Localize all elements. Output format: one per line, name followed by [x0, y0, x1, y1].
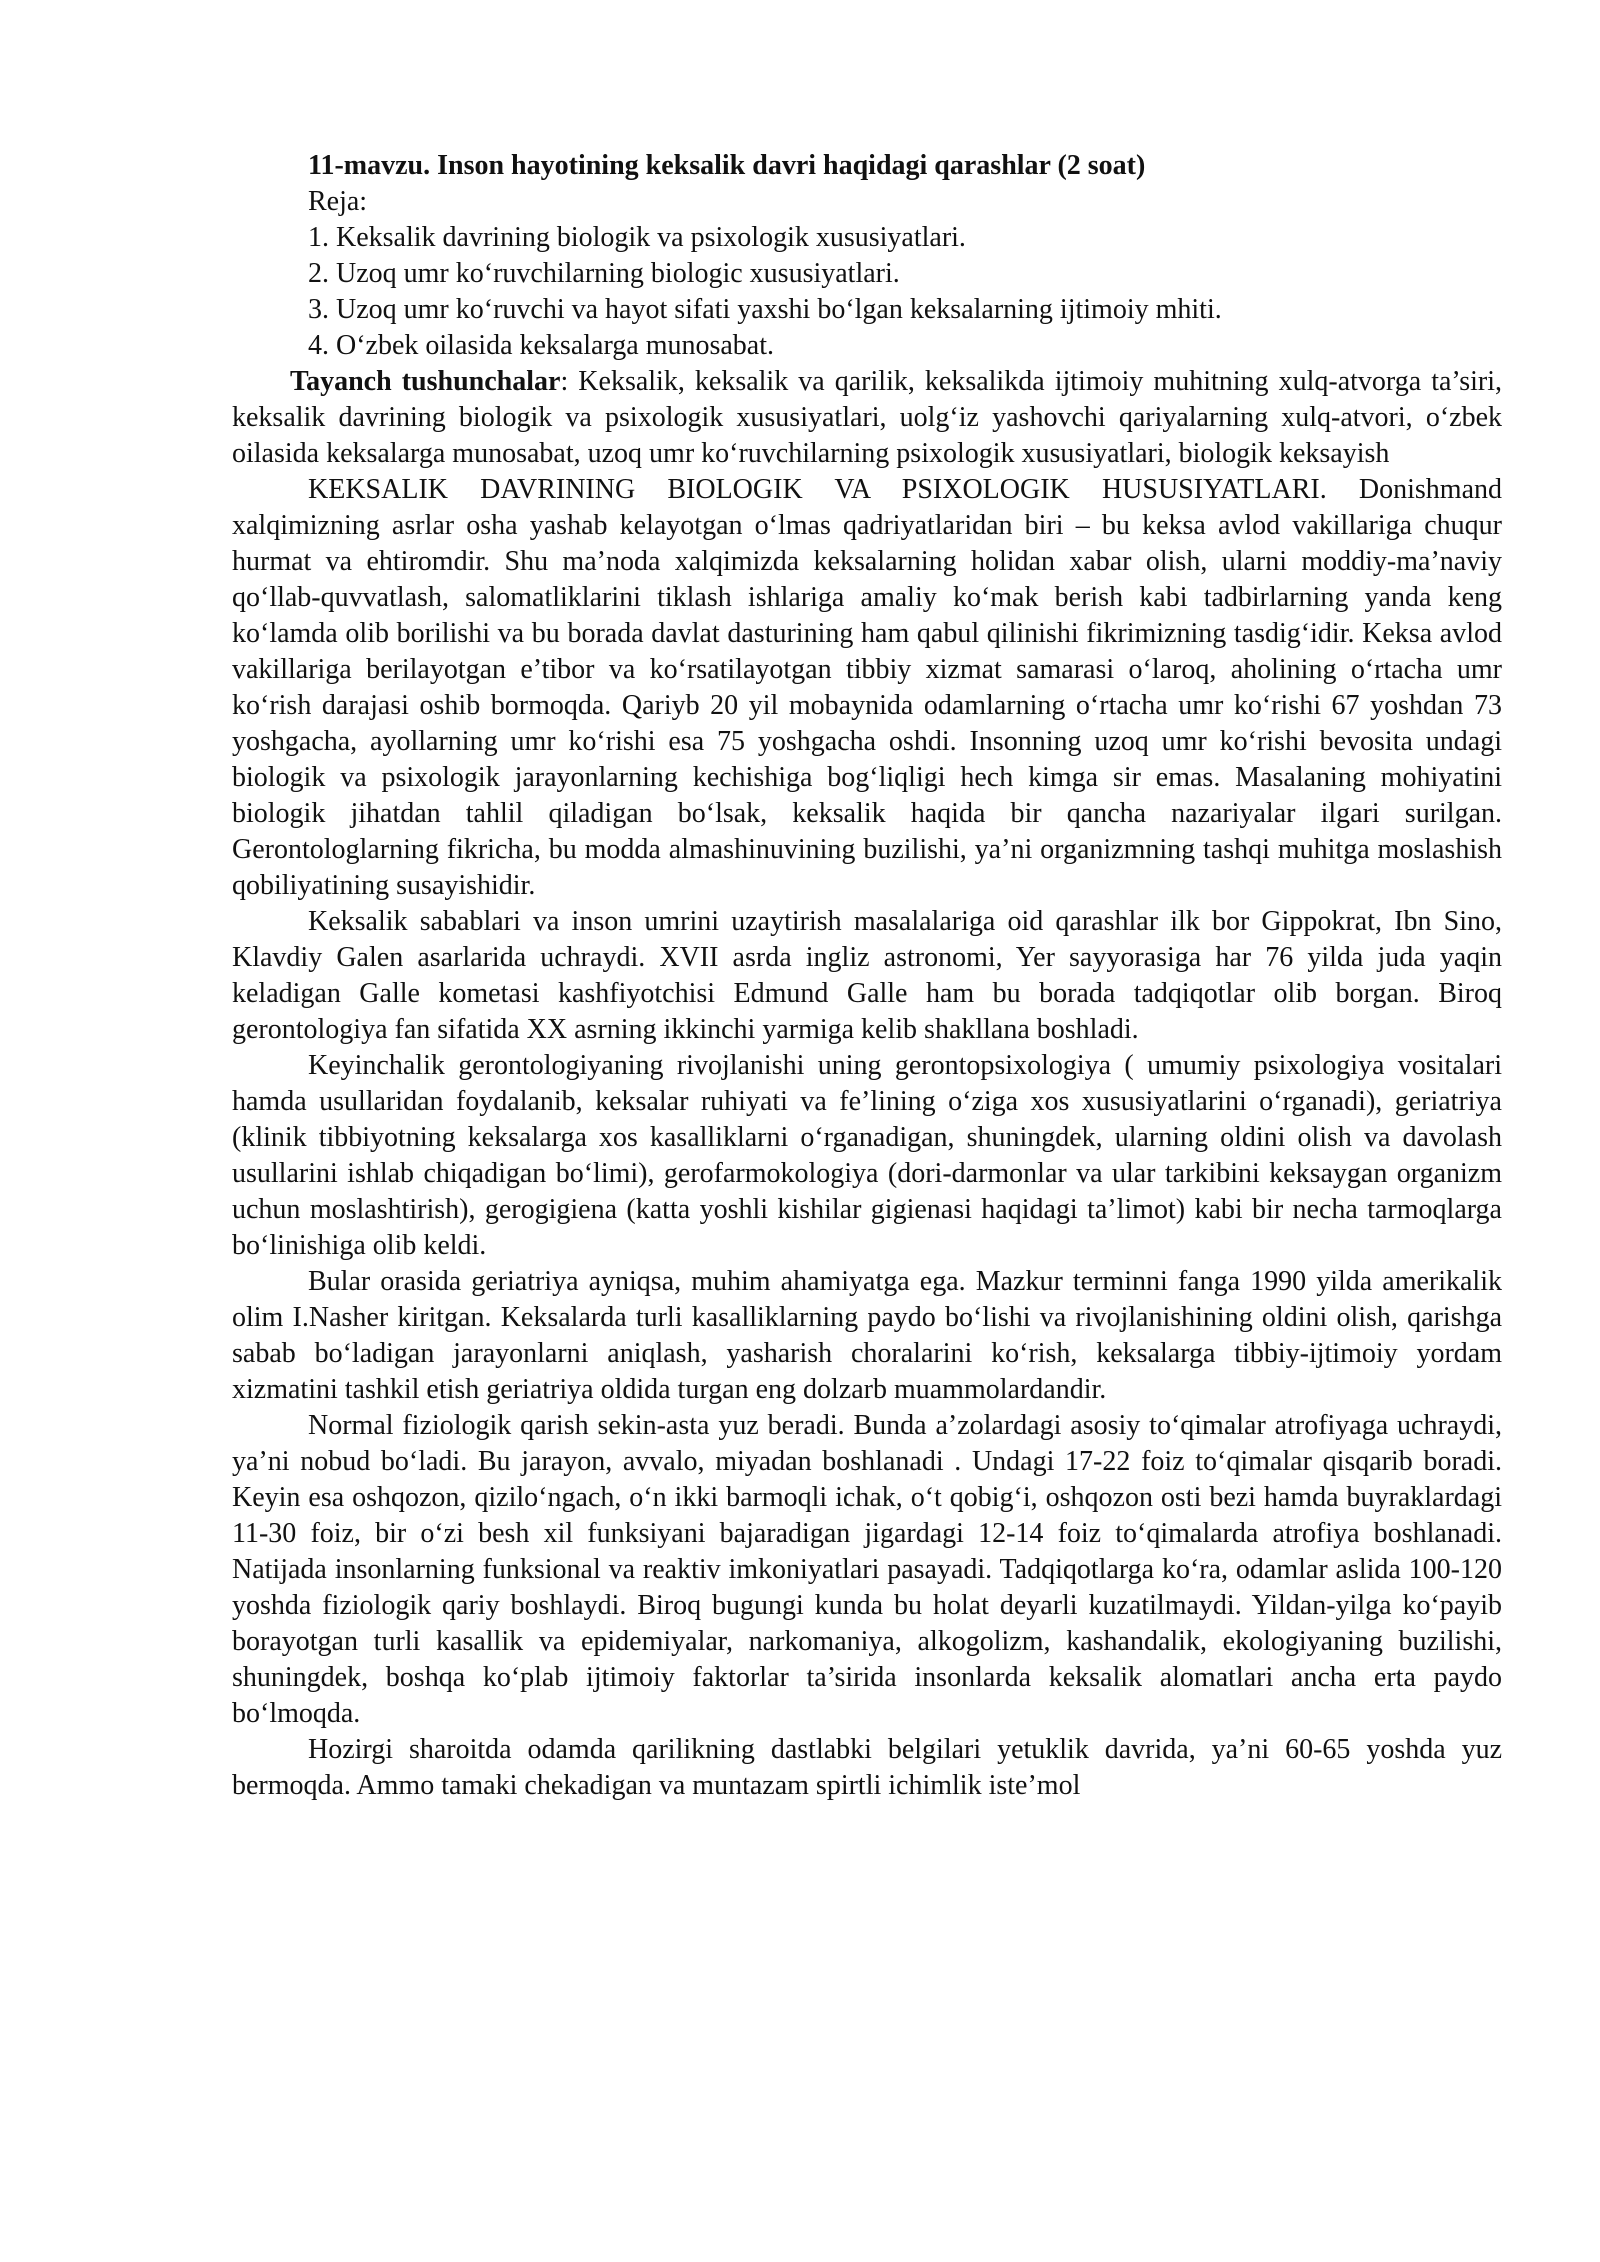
plan-item: 1. Keksalik davrining biologik va psixologik xususiyatlari. [308, 222, 966, 253]
plan-item: 3. Uzoq umr ko‘ruvchi va hayot sifati yaxshi bo‘lgan keksalarning ijtimoiy mhiti. [308, 294, 1222, 325]
key-terms-text: : Keksalik, keksalik va qarilik, keksalikda ijtimoiy muhitning xulq-atvorga ta’siri, keksalik davrining biologik va psixologik xususiyatlari, uolg‘iz yashovchi qariyalarning xulq-atvori, o‘zbek oilasida keksalarga munosabat, uzoq umr ko‘ruvchilarning psixologik xususiyatlari, biologik keksayish [232, 366, 1502, 469]
body-paragraph: KEKSALIK DAVRINING BIOLOGIK VA PSIXOLOGIK HUSUSIYATLARI. Donishmand xalqimizning asrlar osha yashab kelayotgan o‘lmas qadriyatlaridan biri – bu keksa avlod vakillariga chuqur hurmat va ehtiromdir. Shu ma’noda xalqimizda keksalarning holidan xabar olish, ularni moddiy-ma’naviy qo‘llab-quvvatlash, salomatliklarini tiklash ishlariga amaliy ko‘mak berish kabi tadbirlarning yanda keng ko‘lamda olib borilishi va bu borada davlat dasturining ham qabul qilinishi fikrimizning tasdig‘idir. Keksa avlod vakillariga berilayotgan e’tibor va ko‘rsatilayotgan tibbiy xizmat samarasi o‘laroq, aholining o‘rtacha umr ko‘rish darajasi oshib bormoqda. Qariyb 20 yil mobaynida odamlarning o‘rtacha umr ko‘rishi 67 yoshdan 73 yoshgacha, ayollarning umr ko‘rishi esa 75 yoshgacha oshdi. Insonning uzoq umr ko‘rishi bevosita undagi biologik va psixologik jarayonlarning kechishiga bog‘liqligi hech kimga sir emas. Masalaning mohiyatini biologik jihatdan tahlil qiladigan bo‘lsak, keksalik haqida bir qancha nazariyalar ilgari surilgan. Gerontologlarning fikricha, bu modda almashinuvining buzilishi, ya’ni organizmning tashqi muhitga moslashish qobiliyatining susayishidir. [232, 474, 1502, 901]
body-paragraph: Bular orasida geriatriya ayniqsa, muhim ahamiyatga ega. Mazkur terminni fanga 1990 yilda amerikalik olim I.Nasher kiritgan. Keksalarda turli kasalliklarning paydo bo‘lishi va rivojlanishining oldini olish, qarishga sabab bo‘ladigan jarayonlarni aniqlash, yasharish choralarini ko‘rish, keksalarga tibbiy-ijtimoiy yordam xizmatini tashkil etish geriatriya oldida turgan eng dolzarb muammolardandir. [232, 1266, 1502, 1405]
plan-item: 2. Uzoq umr ko‘ruvchilarning biologic xususiyatlari. [308, 258, 900, 289]
body-paragraph: Keyinchalik gerontologiyaning rivojlanishi uning gerontopsixologiya ( umumiy psixologiya vositalari hamda usullaridan foydalanib, keksalar ruhiyati va fe’lining o‘ziga xos xususiyatlarini o‘rganadi), geriatriya (klinik tibbiyotning keksalarga xos kasalliklarni o‘rganadigan, shuningdek, ularning oldini olish va davolash usullarini ishlab chiqadigan bo‘limi), gerofarmokologiya (dori-darmonlar va ular tarkibini keksaygan organizm uchun moslashtirish), gerogigiena (katta yoshli kishilar gigienasi haqidagi ta’limot) kabi bir necha tarmoqlarga bo‘linishiga olib keldi. [232, 1050, 1502, 1261]
key-terms-label: Tayanch tushunchalar [290, 366, 561, 397]
key-terms-paragraph [232, 364, 1502, 472]
body-paragraph: Normal fiziologik qarish sekin-asta yuz beradi. Bunda a’zolardagi asosiy to‘qimalar atrofiyaga uchraydi, ya’ni nobud bo‘ladi. Bu jarayon, avvalo, miyadan boshlanadi . Undagi 17-22 foiz to‘qimalar qisqarib boradi. Keyin esa oshqozon, qizilo‘ngach, o‘n ikki barmoqli ichak, o‘t qobig‘i, oshqozon osti bezi hamda buyraklardagi 11-30 foiz, bir o‘zi besh xil funksiyani bajaradigan jigardagi 12-14 foiz to‘qimalarda atrofiya boshlanadi. Natijada insonlarning funksional va reaktiv imkoniyatlari pasayadi. Tadqiqotlarga ko‘ra, odamlar aslida 100-120 yoshda fiziologik qariy boshlaydi. Biroq bugungi kunda bu holat deyarli kuzatilmaydi. Yildan-yilga ko‘payib borayotgan turli kasallik va epidemiyalar, narkomaniya, alkogolizm, kashandalik, ekologiyaning buzilishi, shuningdek, boshqa ko‘plab ijtimoiy faktorlar ta’sirida insonlarda keksalik alomatlari ancha erta paydo bo‘lmoqda. [232, 1410, 1502, 1729]
body-paragraph: Hozirgi sharoitda odamda qarilikning dastlabki belgilari yetuklik davrida, ya’ni 60-65 yoshda yuz bermoqda. Ammo tamaki chekadigan va muntazam spirtli ichimlik iste’mol [232, 1734, 1502, 1801]
body-paragraph: Keksalik sabablari va inson umrini uzaytirish masalalariga oid qarashlar ilk bor Gippokrat, Ibn Sino, Klavdiy Galen asarlarida uchraydi. XVII asrda ingliz astronomi, Yer sayyorasiga har 76 yilda juda yaqin keladigan Galle kometasi kashfiyotchisi Edmund Galle ham bu borada tadqiqotlar olib borgan. Biroq gerontologiya fan sifatida XX asrning ikkinchi yarmiga kelib shakllana boshladi. [232, 906, 1502, 1045]
document-page [232, 148, 1502, 1804]
plan-heading: Reja: [308, 186, 368, 217]
document-title: 11-mavzu. Inson hayotining keksalik davri haqidagi qarashlar (2 soat) [308, 150, 1146, 181]
plan-item: 4. O‘zbek oilasida keksalarga munosabat. [308, 330, 775, 361]
